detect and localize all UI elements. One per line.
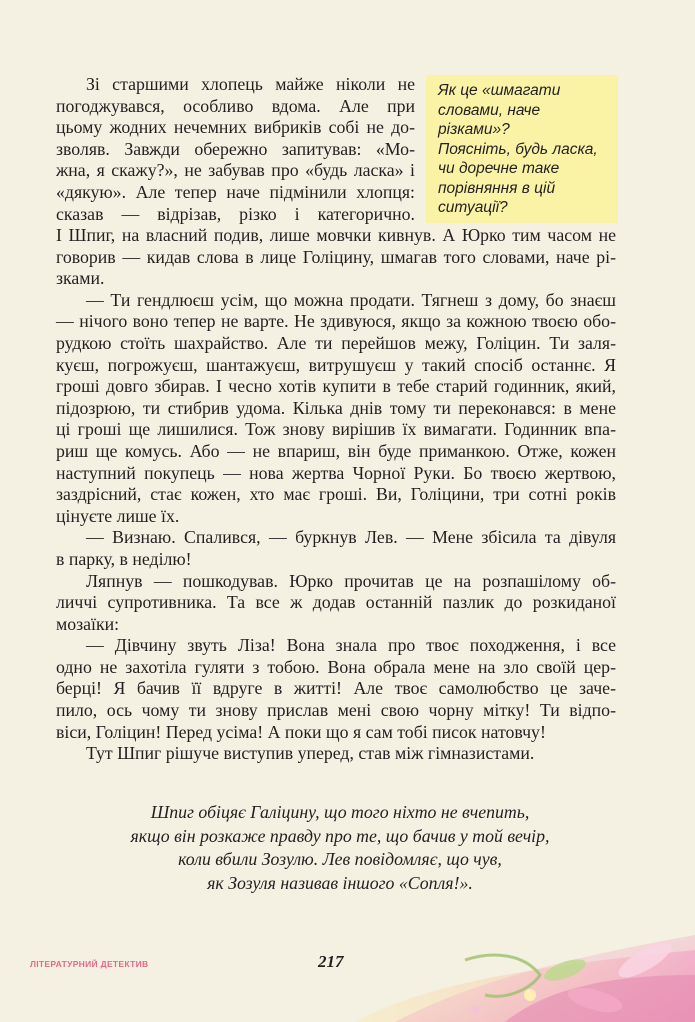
text-line: Зі старшими хлопець майже ніколи не bbox=[86, 74, 415, 94]
text-line: берці! Я бачив її вдруге в житті! Але твоє самолюбство це заче- bbox=[56, 678, 616, 699]
main-text bbox=[56, 225, 616, 765]
note-line: різками»? bbox=[438, 121, 510, 138]
text-line: цьому жодних нечемних вибриків собі не до- bbox=[56, 117, 415, 138]
note-line: ситуації? bbox=[438, 199, 508, 216]
paragraph-6 bbox=[56, 743, 616, 765]
text-line: — нічого воно тепер не варте. Не здивуюся, якщо за кожною твоєю обо- bbox=[56, 311, 616, 332]
note-line: чи доречне таке bbox=[438, 160, 560, 177]
text-line: сказав — відрізав, різко і категорично. bbox=[56, 203, 415, 224]
text-line: Ляпнув — пошкодував. Юрко прочитав це на розпашілому об- bbox=[86, 570, 616, 591]
note-line: порівняння в цій bbox=[438, 179, 556, 197]
note-line: Як це «шмагати bbox=[438, 82, 561, 99]
paragraph-4 bbox=[56, 571, 616, 636]
floral-decoration-icon bbox=[355, 930, 695, 1022]
text-line: — Ти гендлюєш усім, що можна продати. Тягнеш з дому, бо знаєш bbox=[86, 289, 616, 310]
text-line: цінуєте лише їх. bbox=[56, 505, 180, 526]
page-number: 217 bbox=[318, 952, 344, 971]
text-line: заздрісний, стає кожен, хто має гроші. Ви, Голіцини, три сотні років bbox=[56, 484, 616, 505]
paragraph-1-narrow bbox=[56, 74, 415, 225]
text-line: мозаїки: bbox=[56, 613, 120, 634]
text-line: жна, я скажу?», не забував про «будь ласка» і bbox=[56, 160, 415, 181]
paragraph-3 bbox=[56, 527, 616, 570]
margin-question-box bbox=[426, 75, 618, 223]
text-line: куєш, погрожуєш, шантажуєш, витрушуєш у такий спосіб останнє. Я bbox=[56, 354, 616, 375]
text-line: личчі супротивника. Та все ж додав останній пазлик до розкиданої bbox=[56, 592, 616, 613]
text-line: одно не захотіла гуляти з тобою. Вона обрала мене на зло своїй цер- bbox=[56, 656, 616, 677]
paragraph-5 bbox=[56, 635, 616, 743]
text-line: підозрюю, ти стибрив удома. Кілька днів тому ти переконався: в мене bbox=[56, 397, 616, 418]
note-line: словами, наче bbox=[438, 101, 541, 119]
text-line: «дякую». Але тепер наче підмінили хлопця: bbox=[56, 181, 415, 202]
text-line: зволяв. Завжди обережно запитував: «Мо- bbox=[56, 138, 415, 159]
text-line: гроші довго збирав. І чесно хотів купити в тебе старий годинник, який, bbox=[56, 376, 616, 397]
text-line: Тут Шпиг рішуче виступив уперед, став між гімназистами. bbox=[86, 743, 535, 764]
text-line: в парку, в неділю! bbox=[56, 548, 192, 569]
summary-line: коли вбили Зозулю. Лев повідомляє, що чув, bbox=[178, 849, 502, 869]
summary-line: як Зозуля називав іншого «Сопля!». bbox=[207, 872, 473, 893]
text-line: погоджувався, особливо вдома. Але при bbox=[56, 95, 415, 116]
summary-line: Шпиг обіцяє Галіцину, що того ніхто не вчепить, bbox=[150, 802, 530, 822]
text-line: пило, ось чому ти знову прислав мені свою чорну мітку! Ти відпо- bbox=[56, 700, 616, 721]
paragraph-2 bbox=[56, 290, 616, 528]
chapter-summary bbox=[60, 801, 620, 895]
text-line: зками. bbox=[56, 268, 105, 289]
paragraph-1-wide bbox=[56, 225, 616, 290]
section-label: ЛІТЕРАТУРНИЙ ДЕТЕКТИВ bbox=[30, 959, 149, 969]
text-line: — Дівчину звуть Ліза! Вона знала про твоє походження, і все bbox=[86, 635, 616, 656]
text-line: віси, Голіцин! Перед усіма! А поки що я сам тобі писок натовчу! bbox=[56, 721, 546, 742]
text-line: рудкою стоїть шахрайство. Але ти перейшов межу, Голіцин. Ти заля- bbox=[56, 332, 616, 353]
text-line: І Шпиг, на власний подив, лише мовчки кивнув. А Юрко тим часом не bbox=[56, 225, 616, 245]
text-line: ці гроші ще лишилися. Тож знову вирішив їх вимагати. Годинник впа- bbox=[56, 419, 616, 440]
text-line: наступний покупець — нова жертва Чорної Руки. Бо твоєю жертвою, bbox=[56, 462, 616, 483]
note-line: Поясніть, будь ласка, bbox=[438, 140, 598, 158]
text-line: говорив — кидав слова в лице Голіцину, шмагав того словами, наче рі- bbox=[56, 246, 616, 267]
text-line: — Визнаю. Спалився, — буркнув Лев. — Мене збісила та дівуля bbox=[86, 527, 616, 548]
summary-line: якщо він розкаже правду про те, що бачив у той вечір, bbox=[130, 825, 550, 846]
text-line: риш ще комусь. Або — не впариш, він буде приманкою. Отже, кожен bbox=[56, 440, 616, 461]
